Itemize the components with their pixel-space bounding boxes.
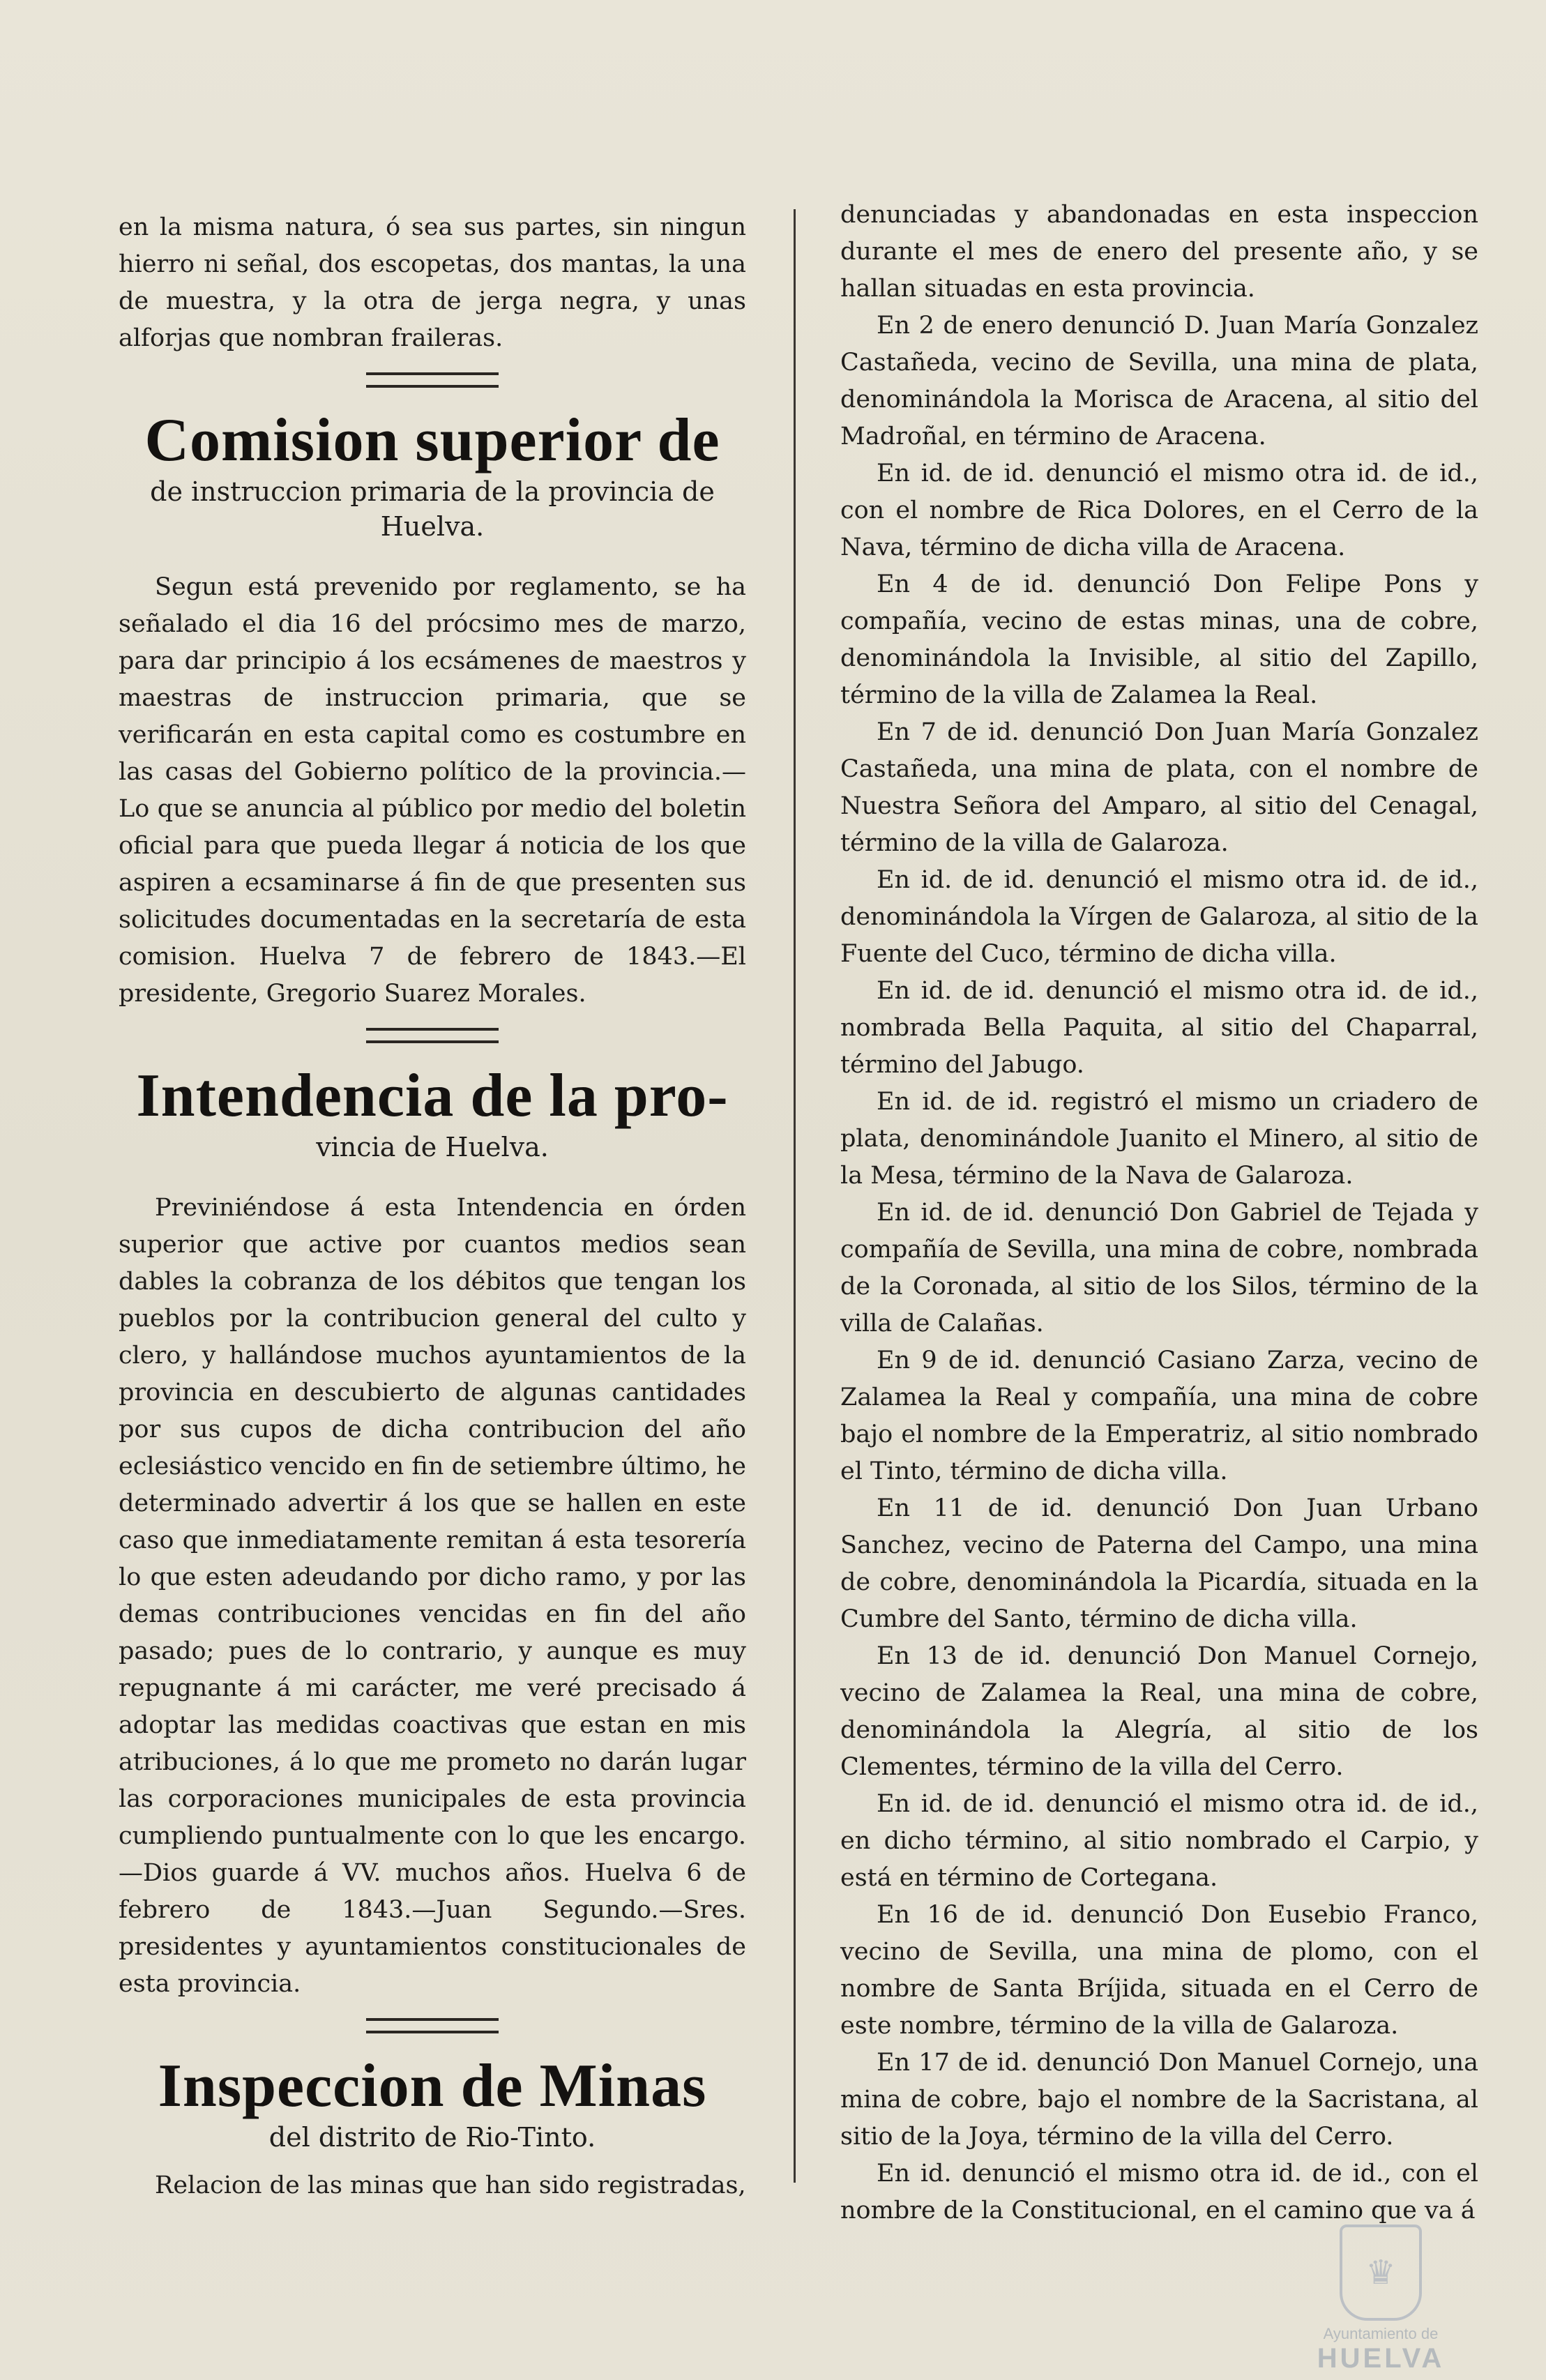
section-title-intendencia: Intendencia de la pro- (136, 1062, 729, 1130)
crown-shield-icon: ♛ (1340, 2224, 1422, 2321)
section-divider (366, 372, 499, 388)
mine-entry: denunciadas y abandonadas en esta inspeccion durante el mes de enero del presente año, y se hallan situadas en esta provincia. (840, 201, 1478, 303)
section-divider (366, 2018, 499, 2033)
mine-entry: En id. de id. denunció el mismo otra id. de id., con el nombre de Rica Dolores, en el Cerro de la Nava, término de dicha villa de Aracena. (840, 460, 1478, 561)
mine-entry: En id. de id. denunció el mismo otra id. de id., nombrada Bella Paquita, al sitio del Chaparral, término del Jabugo. (840, 977, 1478, 1079)
mine-entry: En 17 de id. denunció Don Manuel Cornejo, una mina de cobre, bajo el nombre de la Sacristana, al sitio de la Joya, término de la villa del Cerro. (840, 2049, 1478, 2151)
section-title-inspeccion: Inspeccion de Minas (158, 2052, 707, 2120)
section-body-comision: Segun está prevenido por reglamento, se ha señalado el dia 16 del prócsimo mes de marzo, para dar principio á los ecsámenes de maestros y maestras de instruccion primaria, que se verificarán en esta capital como es costumbre en las casas del Gobierno político de la provincia.—Lo que se anuncia al público por medio del boletin oficial para que pueda llegar á noticia de los que aspiren a ecsaminarse á fin de que presenten sus solicitudes documentadas en la secretaría de esta comision. Huelva 7 de febrero de 1843.—El presidente, Gregorio Suarez Morales. (119, 573, 746, 1008)
mine-entry: En 9 de id. denunció Casiano Zarza, vecino de Zalamea la Real y compañía, una mina de cobre bajo el nombre de la Emperatriz, al sitio nombrado el Tinto, término de dicha villa. (840, 1347, 1478, 1485)
mine-entry: En id. de id. denunció el mismo otra id. de id., en dicho término, al sitio nombrado el Carpio, y está en término de Cortegana. (840, 1790, 1478, 1892)
section-subtitle-inspeccion: del distrito de Rio-Tinto. (268, 2122, 596, 2153)
watermark-line1: Ayuntamiento de (1323, 2325, 1439, 2342)
section-title-comision: Comision superior de (144, 407, 720, 474)
mine-entry: En 11 de id. denunció Don Juan Urbano Sanchez, vecino de Paterna del Campo, una mina de cobre, denominándola la Picardía, situada en la Cumbre del Santo, término de dicha villa. (840, 1494, 1478, 1633)
section-body-inspeccion: Relacion de las minas que han sido registradas, (155, 2171, 746, 2199)
watermark-logo (1255, 2224, 1506, 2374)
mine-entry: En 13 de id. denunció Don Manuel Cornejo, vecino de Zalamea la Real, una mina de cobre, denominándola la Alegría, al sitio de los Clementes, término de la villa del Cerro. (840, 1642, 1478, 1781)
mine-entry: En id. de id. denunció Don Gabriel de Tejada y compañía de Sevilla, una mina de cobre, nombrada de la Coronada, al sitio de los Silos, término de la villa de Calañas. (840, 1199, 1478, 1337)
intro-paragraph: en la misma natura, ó sea sus partes, sin ningun hierro ni señal, dos escopetas, dos mantas, la una de muestra, y la otra de jerga negra, y unas alforjas que nombran fraileras. (119, 213, 746, 352)
column-divider (794, 209, 796, 2183)
watermark-line2: HUELVA (1317, 2343, 1445, 2374)
section-divider (366, 1028, 499, 1043)
mine-entry: En id. de id. registró el mismo un criadero de plata, denominándole Juanito el Minero, al sitio de la Mesa, término de la Nava de Galaroza. (840, 1088, 1478, 1190)
mine-entry: En id. denunció el mismo otra id. de id., con el nombre de la Constitucional, en el camino que va á (840, 2160, 1478, 2224)
mine-entry: En 4 de id. denunció Don Felipe Pons y compañía, vecino de estas minas, una de cobre, denominándola la Invisible, al sitio del Zapillo, término de la villa de Zalamea la Real. (840, 570, 1478, 709)
mine-entry: En 2 de enero denunció D. Juan María Gonzalez Castañeda, vecino de Sevilla, una mina de plata, denominándola la Morisca de Aracena, al sitio del Madroñal, en término de Aracena. (840, 312, 1478, 450)
mine-entry: En 16 de id. denunció Don Eusebio Franco, vecino de Sevilla, una mina de plomo, con el nombre de Santa Bríjida, situada en el Cerro de este nombre, término de la villa de Galaroza. (840, 1901, 1478, 2040)
section-body-intendencia: Previniéndose á esta Intendencia en órden superior que active por cuantos medios sean dables la cobranza de los débitos que tengan los pueblos por la contribucion general del culto y clero, y hallándose muchos ayuntamientos de la provincia en descubierto de algunas cantidades por sus cupos de dicha contribucion del año eclesiástico vencido en fin de setiembre último, he determinado advertir á los que se hallen en este caso que inmediatamente remitan á esta tesorería lo que esten adeudando por dicho ramo, y por las demas contribuciones vencidas en fin del año pasado; pues de lo contrario, y aunque es muy repugnante á mi carácter, me veré precisado á adoptar las medidas coactivas que estan en mis atribuciones, á lo que me prometo no darán lugar las corporaciones municipales de esta provincia cumpliendo puntualmente con lo que les encargo.—Dios guarde á VV. muchos años. Huelva 6 de febrero de 1843.—Juan Segundo.—Sres. presidentes y ayuntamientos constitucionales de esta provincia. (119, 1194, 746, 1998)
mine-entry: En 7 de id. denunció Don Juan María Gonzalez Castañeda, una mina de plata, con el nombre de Nuestra Señora del Amparo, al sitio del Cenagal, término de la villa de Galaroza. (840, 718, 1478, 857)
right-column (840, 197, 1478, 2229)
section-subtitle-comision: de instruccion primaria de la provincia de Huelva. (150, 476, 715, 542)
section-subtitle-intendencia: vincia de Huelva. (316, 1132, 549, 1162)
mine-entry: En id. de id. denunció el mismo otra id. de id., denominándola la Vírgen de Galaroza, al sitio de la Fuente del Cuco, término de dicha villa. (840, 866, 1478, 968)
left-column (119, 209, 746, 2204)
